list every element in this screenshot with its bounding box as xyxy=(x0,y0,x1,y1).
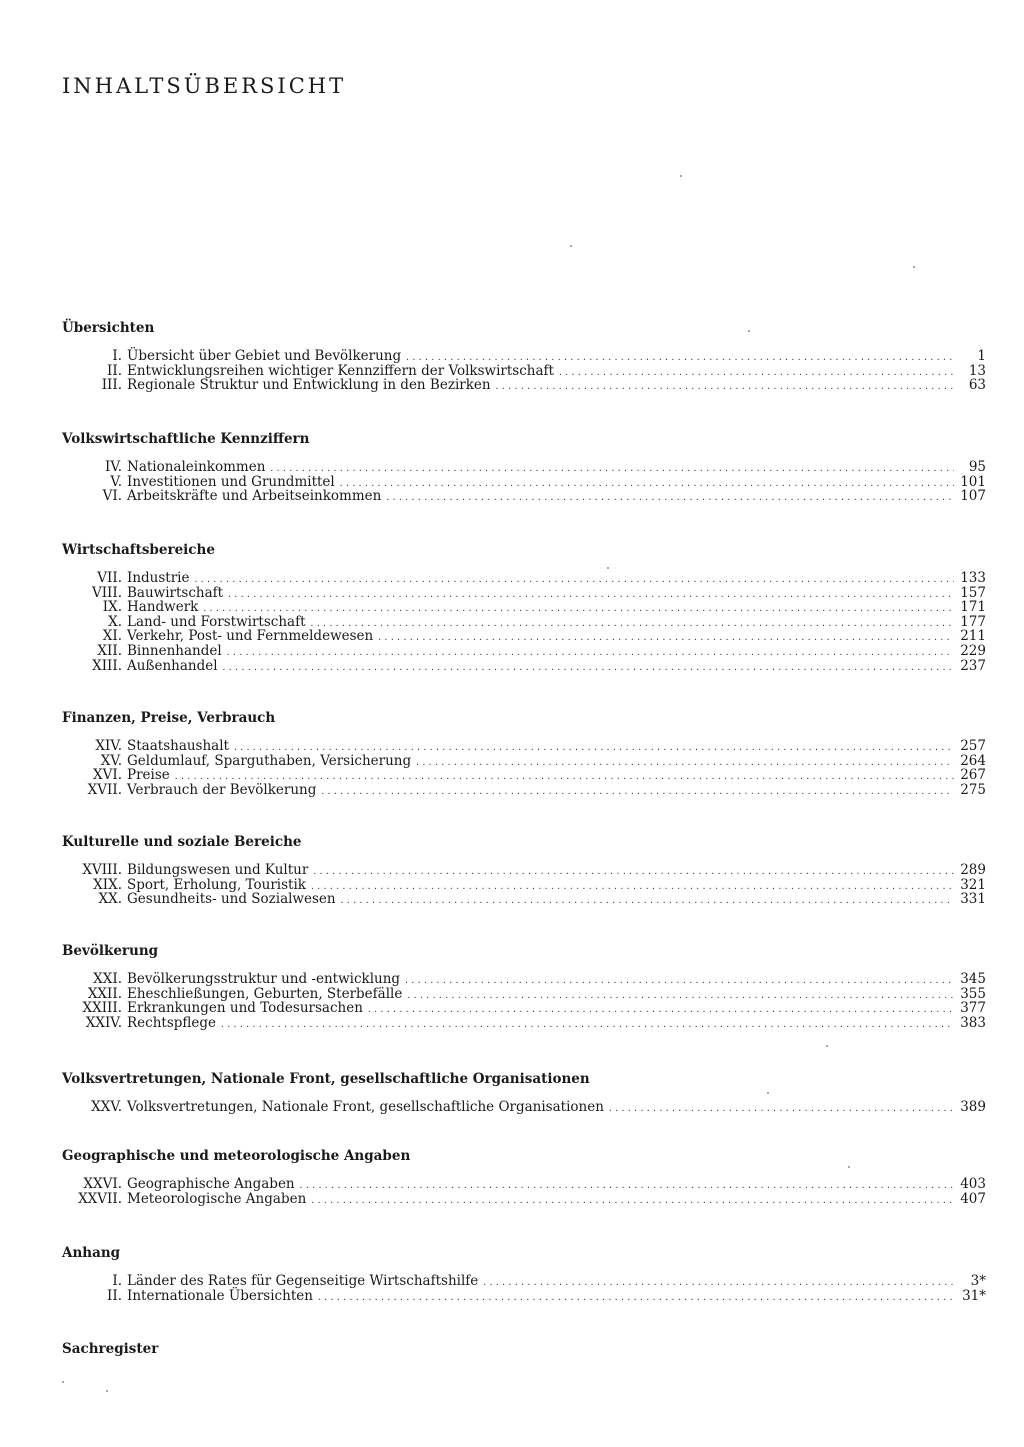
toc-entry[interactable] xyxy=(0,349,1024,364)
toc-entry[interactable] xyxy=(0,615,1024,630)
page-number: 377 xyxy=(960,1000,986,1017)
entry-title: Preise xyxy=(127,767,170,784)
scan-speck xyxy=(848,1166,850,1168)
toc-entry[interactable] xyxy=(0,364,1024,379)
toc-entry[interactable] xyxy=(0,586,1024,601)
scan-speck xyxy=(826,1045,828,1047)
page-number: 355 xyxy=(960,985,986,1002)
toc-entry[interactable] xyxy=(0,600,1024,615)
entry-number: IV. xyxy=(104,459,122,475)
toc-entry[interactable] xyxy=(0,629,1024,644)
entry-title: Internationale Übersichten xyxy=(127,1287,313,1304)
toc-entry[interactable] xyxy=(0,1100,1024,1115)
page-number: 403 xyxy=(960,1176,986,1192)
entry-title: Meteorologische Angaben xyxy=(127,1190,307,1207)
entry-title: Geldumlauf, Sparguthaben, Versicherung xyxy=(127,752,412,769)
page-number: 383 xyxy=(960,1014,986,1031)
entry-title: Bauwirtschaft xyxy=(127,584,224,601)
entry-number: XVII. xyxy=(87,781,122,798)
page-number: 275 xyxy=(960,781,986,798)
section-heading: Finanzen, Preise, Verbrauch xyxy=(62,710,276,726)
entry-number: XXV. xyxy=(91,1099,122,1115)
entry-title: Regionale Struktur und Entwicklung in den Bezirken xyxy=(127,377,491,394)
entry-number: XIII. xyxy=(92,657,122,674)
page-number: 1 xyxy=(977,348,986,364)
toc-entry[interactable] xyxy=(0,739,1024,754)
toc-entry[interactable] xyxy=(0,863,1024,878)
toc-entry[interactable] xyxy=(0,460,1024,475)
page-number: 133 xyxy=(960,570,986,586)
scan-speck xyxy=(570,245,572,247)
toc-entry[interactable] xyxy=(0,475,1024,490)
toc-entry[interactable] xyxy=(0,378,1024,393)
toc-entry[interactable] xyxy=(0,1274,1024,1289)
entry-number: I. xyxy=(112,1273,122,1289)
section-heading: Anhang xyxy=(62,1245,121,1261)
page-number: 13 xyxy=(968,362,986,379)
entry-number: XVIII. xyxy=(82,862,122,878)
scan-speck xyxy=(680,175,682,177)
page-title: INHALTSÜBERSICHT xyxy=(62,74,347,98)
dot-leader xyxy=(310,1194,954,1209)
entry-title: Länder des Rates für Gegenseitige Wirtschaftshilfe xyxy=(127,1273,479,1289)
entry-number: XV. xyxy=(100,752,122,769)
entry-title: Außenhandel xyxy=(127,657,218,674)
entry-number: IX. xyxy=(102,599,122,616)
toc-entry[interactable] xyxy=(0,892,1024,907)
entry-number: VI. xyxy=(102,488,122,505)
entry-number: XXVII. xyxy=(78,1190,122,1207)
entry-number: XX. xyxy=(98,891,122,908)
toc-entry[interactable] xyxy=(0,768,1024,783)
entry-title: Industrie xyxy=(127,570,190,586)
scan-speck xyxy=(913,266,915,268)
section-heading: Volksvertretungen, Nationale Front, gesellschaftliche Organisationen xyxy=(62,1071,590,1087)
entry-number: XXIII. xyxy=(82,1000,122,1017)
page-number: 3* xyxy=(970,1273,986,1289)
page-number: 177 xyxy=(960,613,986,630)
page-number: 107 xyxy=(960,488,986,505)
entry-number: XIX. xyxy=(93,876,122,893)
entry-number: II. xyxy=(107,1287,122,1304)
toc-entry[interactable] xyxy=(0,754,1024,769)
page-number: 237 xyxy=(960,657,986,674)
page-number: 264 xyxy=(960,752,986,769)
dot-leader xyxy=(495,380,954,395)
page-number: 95 xyxy=(968,459,986,475)
entry-title: Bevölkerungsstruktur und -entwicklung xyxy=(127,971,401,987)
dot-leader xyxy=(317,1291,954,1306)
toc-entry[interactable] xyxy=(0,987,1024,1002)
entry-title: Verbrauch der Bevölkerung xyxy=(127,781,317,798)
section-heading: Wirtschaftsbereiche xyxy=(62,542,215,558)
scan-speck xyxy=(106,1390,108,1392)
entry-number: XXII. xyxy=(87,985,122,1002)
page-number: 211 xyxy=(960,628,986,645)
page-number: 389 xyxy=(960,1099,986,1115)
entry-number: VIII. xyxy=(91,584,122,601)
section-heading: Geographische und meteorologische Angaben xyxy=(62,1148,411,1164)
dot-leader xyxy=(320,785,954,800)
entry-number: V. xyxy=(110,473,122,490)
entry-number: II. xyxy=(107,362,122,379)
page-number: 157 xyxy=(960,584,986,601)
entry-title: Handwerk xyxy=(127,599,199,616)
toc-entry[interactable] xyxy=(0,489,1024,504)
entry-number: XI. xyxy=(102,628,122,645)
scan-speck xyxy=(607,567,609,569)
page-number: 171 xyxy=(960,599,986,616)
toc-entry[interactable] xyxy=(0,1016,1024,1031)
entry-number: XXI. xyxy=(93,971,122,987)
entry-title: Binnenhandel xyxy=(127,642,222,659)
entry-title: Rechtspflege xyxy=(127,1014,217,1031)
dot-leader xyxy=(608,1102,954,1117)
section-heading: Sachregister xyxy=(62,1341,159,1357)
toc-entry[interactable] xyxy=(0,1192,1024,1207)
page-number: 31* xyxy=(962,1287,986,1304)
scan-speck xyxy=(767,1092,769,1094)
entry-number: XXIV. xyxy=(85,1014,122,1031)
dot-leader xyxy=(220,1018,954,1033)
entry-title: Volksvertretungen, Nationale Front, gesellschaftliche Organisationen xyxy=(127,1099,604,1115)
page-number: 289 xyxy=(960,862,986,878)
entry-title: Bildungswesen und Kultur xyxy=(127,862,309,878)
dot-leader xyxy=(340,894,954,909)
entry-title: Erkrankungen und Todesursachen xyxy=(127,1000,363,1017)
toc-entry[interactable] xyxy=(0,644,1024,659)
entry-number: XXVI. xyxy=(83,1176,122,1192)
entry-title: Sport, Erholung, Touristik xyxy=(127,876,306,893)
entry-number: XVI. xyxy=(93,767,122,784)
dot-leader xyxy=(385,491,954,506)
page-number: 345 xyxy=(960,971,986,987)
toc-entry[interactable] xyxy=(0,659,1024,674)
entry-number: X. xyxy=(108,613,122,630)
page-number: 407 xyxy=(960,1190,986,1207)
section-heading: Übersichten xyxy=(62,320,155,336)
entry-title: Verkehr, Post- und Fernmeldewesen xyxy=(127,628,374,645)
entry-title: Land- und Forstwirtschaft xyxy=(127,613,306,630)
scan-speck xyxy=(62,1381,64,1383)
entry-title: Entwicklungsreihen wichtiger Kennziffern der Volkswirtschaft xyxy=(127,362,554,379)
toc-entry[interactable] xyxy=(0,571,1024,586)
toc-entry[interactable] xyxy=(0,1289,1024,1304)
entry-title: Arbeitskräfte und Arbeitseinkommen xyxy=(127,488,382,505)
page-number: 267 xyxy=(960,767,986,784)
page-number: 229 xyxy=(960,642,986,659)
dot-leader xyxy=(222,661,954,676)
entry-title: Geographische Angaben xyxy=(127,1176,295,1192)
entry-title: Eheschließungen, Geburten, Sterbefälle xyxy=(127,985,403,1002)
toc-entry[interactable] xyxy=(0,972,1024,987)
entry-number: XII. xyxy=(97,642,122,659)
section-heading: Volkswirtschaftliche Kennziffern xyxy=(62,431,310,447)
entry-number: XIV. xyxy=(95,738,122,754)
toc-entry[interactable] xyxy=(0,1177,1024,1192)
entry-title: Übersicht über Gebiet und Bevölkerung xyxy=(127,348,402,364)
scan-speck xyxy=(748,330,750,332)
toc-entry[interactable] xyxy=(0,1001,1024,1016)
entry-title: Staatshaushalt xyxy=(127,738,229,754)
entry-number: VII. xyxy=(97,570,122,586)
entry-number: III. xyxy=(101,377,122,394)
page-number: 101 xyxy=(960,473,986,490)
toc-entry[interactable] xyxy=(0,783,1024,798)
section-heading: Bevölkerung xyxy=(62,943,159,959)
page-number: 63 xyxy=(968,377,986,394)
entry-title: Investitionen und Grundmittel xyxy=(127,473,335,490)
toc-entry[interactable] xyxy=(0,878,1024,893)
entry-title: Nationaleinkommen xyxy=(127,459,266,475)
entry-title: Gesundheits- und Sozialwesen xyxy=(127,891,336,908)
page-number: 331 xyxy=(960,891,986,908)
section-heading: Kulturelle und soziale Bereiche xyxy=(62,834,302,850)
entry-number: I. xyxy=(112,348,122,364)
page-number: 257 xyxy=(960,738,986,754)
page-number: 321 xyxy=(960,876,986,893)
